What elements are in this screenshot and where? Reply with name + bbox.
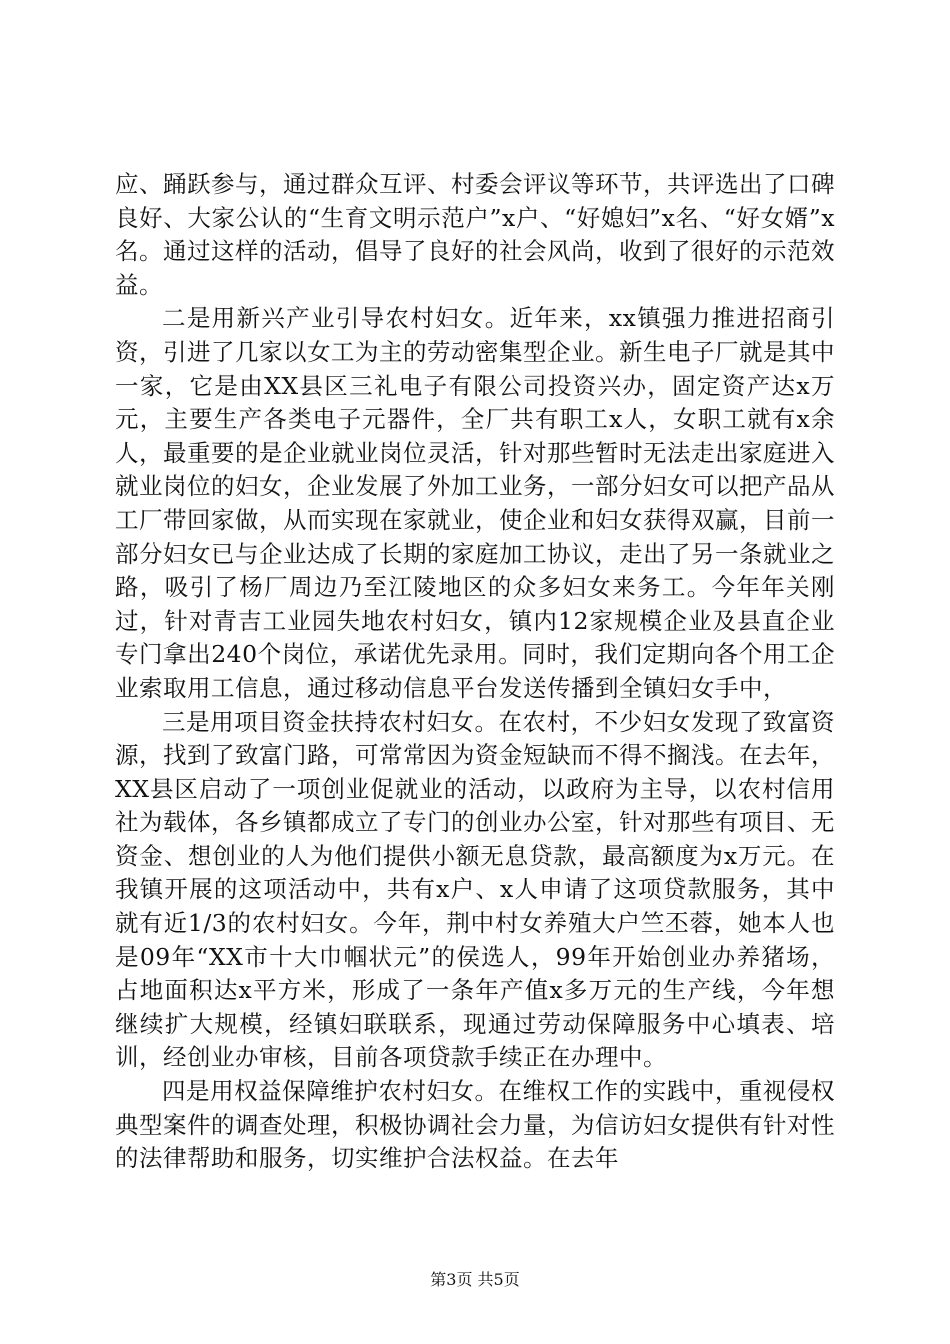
document-body [115, 168, 835, 1176]
page-footer: 第3页 共5页 [430, 1270, 520, 1289]
paragraph-1: 应、踊跃参与，通过群众互评、村委会评议等环节，共评选出了口碑良好、大家公认的“生育文明示范户”x户、“好媳妇”x名、“好女婿”x名。通过这样的活动，倡导了良好的社会风尚，收到了很好的示范效益。 [115, 170, 835, 299]
paragraph-4: 四是用权益保障维护农村妇女。在维权工作的实践中，重视侵权典型案件的调查处理，积极协调社会力量，为信访妇女提供有针对性的法律帮助和服务，切实维护合法权益。在去年 [115, 1077, 835, 1173]
paragraph-2: 二是用新兴产业引导农村妇女。近年来，xx镇强力推进招商引资，引进了几家以女工为主的劳动密集型企业。新生电子厂就是其中一家，它是由XX县区三礼电子有限公司投资兴办，固定资产达x万元，主要生产各类电子元器件，全厂共有职工x人，女职工就有x余人，最重要的是企业就业岗位灵活，针对那些暂时无法走出家庭进入就业岗位的妇女，企业发展了外加工业务，一部分妇女可以把产品从工厂带回家做，从而实现在家就业，使企业和妇女获得双赢，目前一部分妇女已与企业达成了长期的家庭加工协议，走出了另一条就业之路，吸引了杨厂周边乃至江陵地区的众多妇女来务工。今年年关刚过，针对青吉工业园失地农村妇女，镇内12家规模企业及县直企业专门拿出240个岗位，承诺优先录用。同时，我们定期向各个用工企业索取用工信息，通过移动信息平台发送传播到全镇妇女手中， [115, 304, 835, 702]
paragraph-3: 三是用项目资金扶持农村妇女。在农村，不少妇女发现了致富资源，找到了致富门路，可常常因为资金短缺而不得不搁浅。在去年，XX县区启动了一项创业促就业的活动，以政府为主导，以农村信用社为载体，各乡镇都成立了专门的创业办公室，针对那些有项目、无资金、想创业的人为他们提供小额无息贷款，最高额度为x万元。在我镇开展的这项活动中，共有x户、x人申请了这项贷款服务，其中就有近1/3的农村妇女。今年，荆中村女养殖大户竺丕蓉，她本人也是09年“XX市十大巾帼状元”的侯选人，99年开始创业办养猪场，占地面积达x平方米，形成了一条年产值x多万元的生产线，今年想继续扩大规模，经镇妇联联系，现通过劳动保障服务中心填表、培训，经创业办审核，目前各项贷款手续正在办理中。 [115, 707, 835, 1072]
